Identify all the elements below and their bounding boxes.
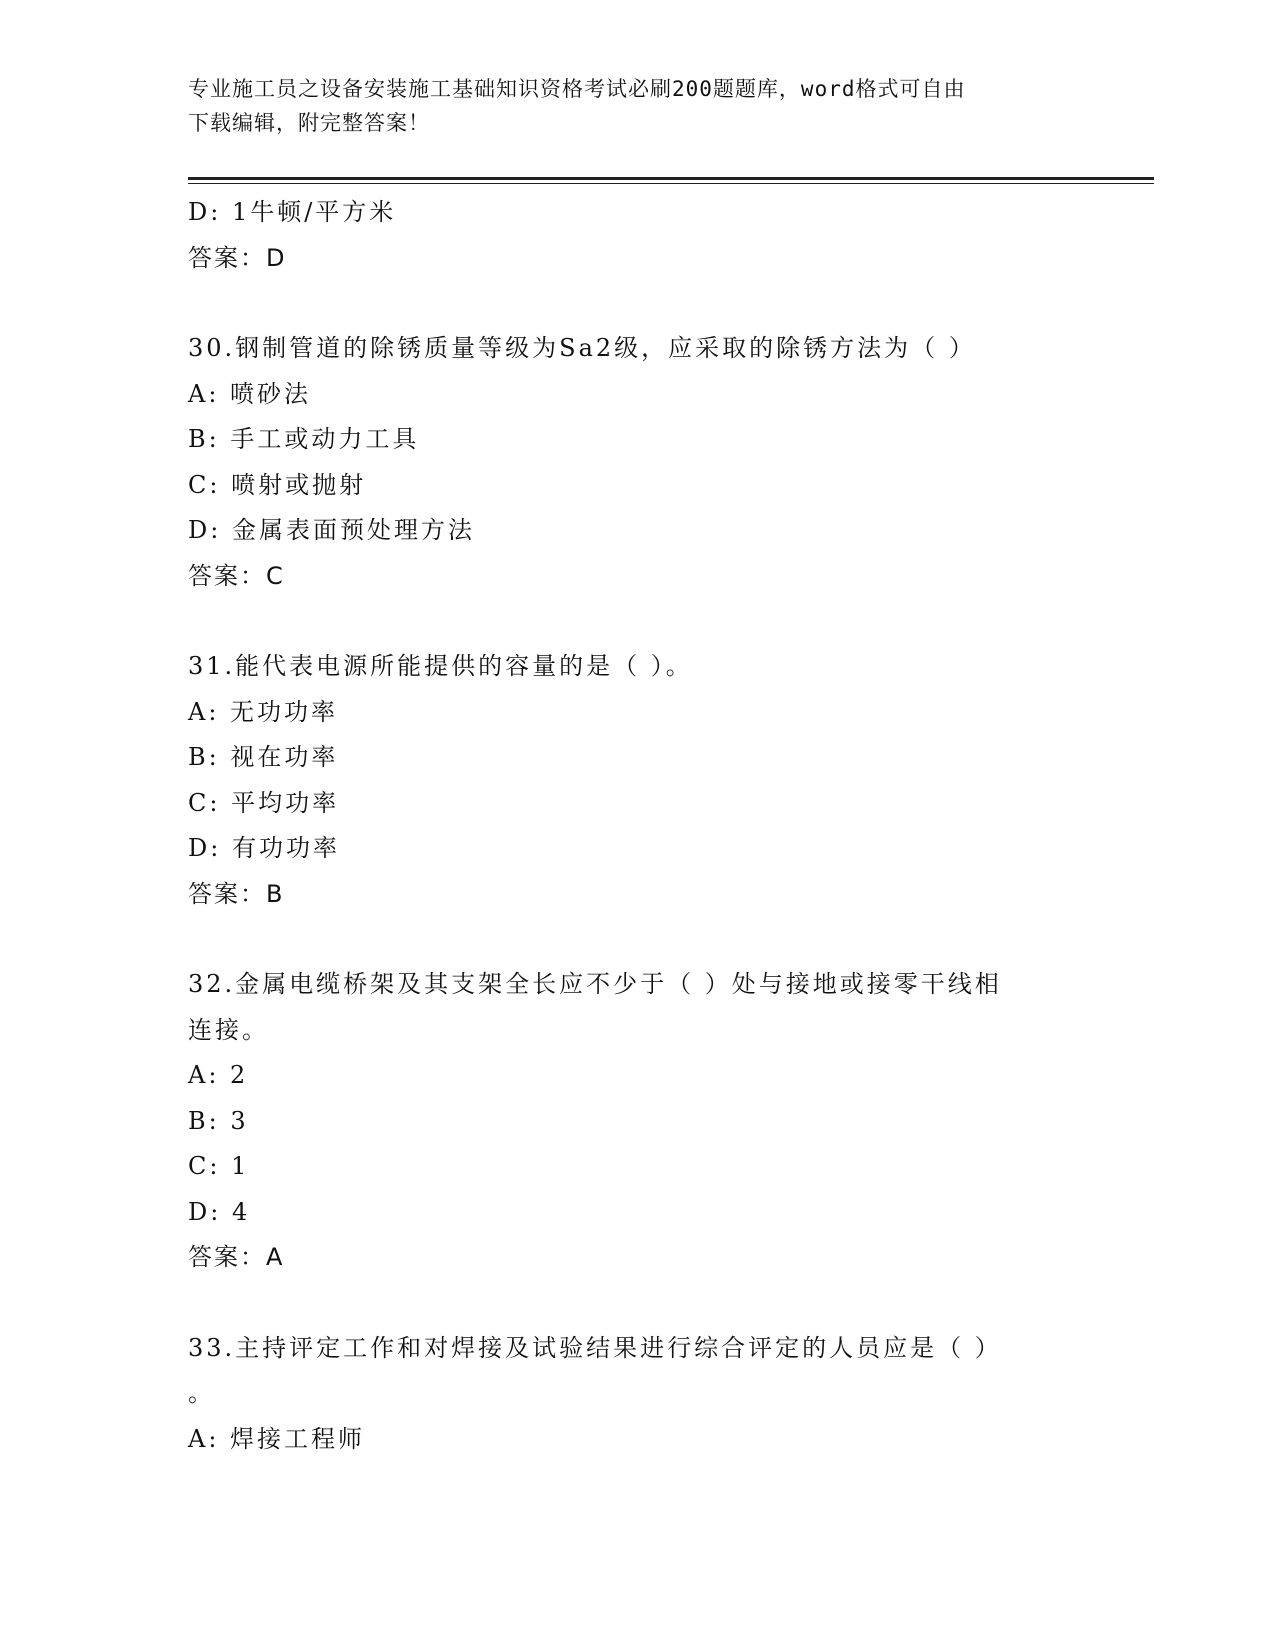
option-b: B: 视在功率 xyxy=(188,743,339,771)
spacer xyxy=(188,917,1088,962)
option-b: B: 3 xyxy=(188,1106,249,1135)
question-block-31 xyxy=(188,644,1088,917)
question-text-line-1: 32.金属电缆桥架及其支架全长应不少于（ ）处与接地或接零干线相 xyxy=(188,970,1002,998)
option-d: D: 金属表面预处理方法 xyxy=(188,516,475,544)
question-block-30 xyxy=(188,326,1088,599)
header-title-line-1: 专业施工员之设备安装施工基础知识资格考试必刷200题题库，word格式可自由 xyxy=(188,77,966,101)
spacer xyxy=(188,599,1088,644)
answer-line: 答案：A xyxy=(188,1243,285,1271)
option-a: A: 焊接工程师 xyxy=(188,1424,366,1453)
header-divider-thin xyxy=(188,183,1154,184)
question-text: 30.钢制管道的除锈质量等级为Sa2级，应采取的除锈方法为（ ） xyxy=(188,334,976,362)
header-divider-thick xyxy=(188,177,1154,180)
document-header xyxy=(188,72,1068,140)
option-c: C: 平均功率 xyxy=(188,788,340,817)
question-text: 31.能代表电源所能提供的容量的是（ ）。 xyxy=(188,652,693,680)
question-text-line-2: 。 xyxy=(188,1379,215,1407)
question-list xyxy=(188,190,1088,1462)
option-c: C: 1 xyxy=(188,1152,250,1180)
option-d: D: 1牛顿/平方米 xyxy=(188,198,397,226)
spacer xyxy=(188,281,1088,326)
option-a: A: 喷砂法 xyxy=(188,379,312,408)
question-block-33 xyxy=(188,1326,1088,1463)
header-title-line-2: 下载编辑，附完整答案！ xyxy=(188,111,430,135)
option-a: A: 无功功率 xyxy=(188,697,339,726)
question-block-29 xyxy=(188,190,1088,281)
question-text-line-1: 33.主持评定工作和对焊接及试验结果进行综合评定的人员应是（ ） xyxy=(188,1333,1002,1362)
question-block-32 xyxy=(188,962,1088,1281)
option-a: A: 2 xyxy=(188,1061,249,1089)
question-text-line-2: 连接。 xyxy=(188,1015,269,1044)
option-d: D: 有功功率 xyxy=(188,834,340,862)
answer-line: 答案：C xyxy=(188,561,285,590)
option-c: C: 喷射或抛射 xyxy=(188,470,367,499)
answer-line: 答案：D xyxy=(188,243,287,272)
answer-line: 答案：B xyxy=(188,879,285,908)
spacer xyxy=(188,1281,1088,1326)
option-d: D: 4 xyxy=(188,1197,251,1226)
option-b: B: 手工或动力工具 xyxy=(188,425,420,453)
